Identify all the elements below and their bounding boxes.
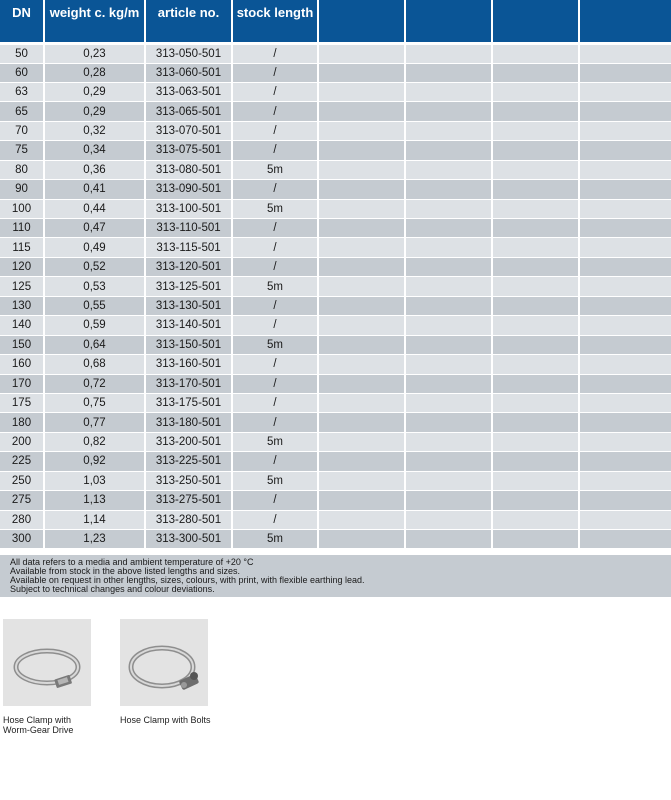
caption-line: Worm-Gear Drive — [3, 725, 74, 735]
cell-empty — [579, 102, 671, 121]
cell-empty — [579, 452, 671, 471]
cell-empty — [492, 257, 579, 276]
cell-weight: 0,72 — [44, 374, 145, 393]
cell-dn: 200 — [0, 432, 44, 451]
cell-empty — [579, 43, 671, 63]
cell-empty — [492, 141, 579, 160]
cell-empty — [318, 82, 405, 101]
cell-empty — [318, 471, 405, 490]
table-row — [0, 160, 671, 179]
cell-empty — [492, 277, 579, 296]
cell-empty — [405, 141, 492, 160]
cell-empty — [579, 510, 671, 529]
cell-empty — [492, 238, 579, 257]
cell-weight: 0,29 — [44, 102, 145, 121]
cell-empty — [318, 102, 405, 121]
cell-empty — [579, 374, 671, 393]
cell-empty — [492, 393, 579, 412]
table-row — [0, 43, 671, 63]
cell-empty — [405, 316, 492, 335]
cell-empty — [579, 121, 671, 140]
table-row — [0, 141, 671, 160]
cell-empty — [318, 452, 405, 471]
cell-stock-length: / — [232, 316, 318, 335]
cell-article-no: 313-110-501 — [145, 219, 232, 238]
cell-weight: 0,36 — [44, 160, 145, 179]
table-row — [0, 432, 671, 451]
table-row — [0, 491, 671, 510]
cell-article-no: 313-160-501 — [145, 355, 232, 374]
cell-article-no: 313-120-501 — [145, 257, 232, 276]
footnote-line: Subject to technical changes and colour deviations. — [10, 584, 215, 594]
cell-dn: 140 — [0, 316, 44, 335]
cell-empty — [579, 219, 671, 238]
cell-article-no: 313-225-501 — [145, 452, 232, 471]
cell-empty — [405, 219, 492, 238]
cell-empty — [579, 355, 671, 374]
cell-article-no: 313-125-501 — [145, 277, 232, 296]
cell-dn: 130 — [0, 296, 44, 315]
cell-article-no: 313-275-501 — [145, 491, 232, 510]
table-row — [0, 102, 671, 121]
cell-article-no: 313-180-501 — [145, 413, 232, 432]
cell-empty — [405, 530, 492, 549]
cell-empty — [318, 199, 405, 218]
cell-weight: 0,52 — [44, 257, 145, 276]
cell-empty — [492, 180, 579, 199]
col-header-article: article no. — [145, 0, 232, 43]
cell-weight: 0,68 — [44, 355, 145, 374]
table-row — [0, 63, 671, 82]
cell-dn: 150 — [0, 335, 44, 354]
cell-empty — [579, 257, 671, 276]
cell-empty — [492, 355, 579, 374]
cell-stock-length: 5m — [232, 432, 318, 451]
footnote-line: Available on request in other lengths, sizes, colours, with print, with flexible earthing lead. — [10, 575, 365, 585]
col-header-empty-8 — [579, 0, 671, 43]
footnote-line: Available from stock in the above listed lengths and sizes. — [10, 566, 240, 576]
cell-empty — [492, 452, 579, 471]
cell-empty — [492, 316, 579, 335]
cell-article-no: 313-280-501 — [145, 510, 232, 529]
cell-empty — [579, 180, 671, 199]
cell-stock-length: 5m — [232, 199, 318, 218]
col-header-weight: weight c. kg/m — [44, 0, 145, 43]
cell-stock-length: / — [232, 393, 318, 412]
table-body — [0, 43, 671, 549]
cell-empty — [579, 160, 671, 179]
cell-empty — [405, 355, 492, 374]
table-row — [0, 199, 671, 218]
table-row — [0, 121, 671, 140]
cell-empty — [405, 413, 492, 432]
cell-empty — [492, 82, 579, 101]
cell-dn: 50 — [0, 43, 44, 63]
cell-article-no: 313-075-501 — [145, 141, 232, 160]
cell-empty — [318, 238, 405, 257]
cell-empty — [318, 43, 405, 63]
cell-empty — [318, 374, 405, 393]
cell-weight: 0,29 — [44, 82, 145, 101]
cell-stock-length: / — [232, 82, 318, 101]
cell-empty — [318, 296, 405, 315]
cell-empty — [318, 63, 405, 82]
cell-empty — [492, 121, 579, 140]
cell-dn: 70 — [0, 121, 44, 140]
cell-weight: 1,14 — [44, 510, 145, 529]
cell-empty — [318, 219, 405, 238]
cell-stock-length: / — [232, 257, 318, 276]
cell-empty — [492, 102, 579, 121]
cell-stock-length: 5m — [232, 335, 318, 354]
cell-empty — [579, 238, 671, 257]
cell-article-no: 313-090-501 — [145, 180, 232, 199]
cell-empty — [492, 374, 579, 393]
cell-empty — [579, 432, 671, 451]
cell-dn: 180 — [0, 413, 44, 432]
cell-empty — [492, 432, 579, 451]
cell-empty — [405, 374, 492, 393]
cell-empty — [579, 335, 671, 354]
cell-empty — [579, 491, 671, 510]
table-row — [0, 257, 671, 276]
cell-dn: 125 — [0, 277, 44, 296]
cell-empty — [318, 121, 405, 140]
cell-dn: 300 — [0, 530, 44, 549]
cell-stock-length: 5m — [232, 277, 318, 296]
cell-empty — [492, 530, 579, 549]
cell-stock-length: 5m — [232, 160, 318, 179]
cell-empty — [405, 63, 492, 82]
table-row — [0, 180, 671, 199]
cell-weight: 0,64 — [44, 335, 145, 354]
col-header-dn: DN — [0, 0, 44, 43]
cell-dn: 65 — [0, 102, 44, 121]
cell-empty — [492, 219, 579, 238]
cell-empty — [405, 121, 492, 140]
cell-empty — [318, 335, 405, 354]
cell-dn: 120 — [0, 257, 44, 276]
cell-article-no: 313-060-501 — [145, 63, 232, 82]
cell-stock-length: / — [232, 43, 318, 63]
cell-stock-length: 5m — [232, 471, 318, 490]
cell-weight: 0,53 — [44, 277, 145, 296]
cell-stock-length: / — [232, 238, 318, 257]
cell-empty — [318, 413, 405, 432]
cell-empty — [405, 510, 492, 529]
footnotes — [0, 555, 671, 597]
cell-empty — [318, 160, 405, 179]
cell-weight: 0,59 — [44, 316, 145, 335]
cell-stock-length: / — [232, 219, 318, 238]
table-row — [0, 335, 671, 354]
caption-line: Hose Clamp with — [3, 715, 72, 725]
cell-empty — [492, 296, 579, 315]
cell-empty — [318, 355, 405, 374]
cell-article-no: 313-300-501 — [145, 530, 232, 549]
cell-article-no: 313-070-501 — [145, 121, 232, 140]
col-header-stock-length: stock length — [232, 0, 318, 43]
cell-empty — [405, 257, 492, 276]
table-row — [0, 374, 671, 393]
table-row — [0, 530, 671, 549]
cell-stock-length: / — [232, 63, 318, 82]
cell-empty — [405, 82, 492, 101]
cell-weight: 0,92 — [44, 452, 145, 471]
cell-weight: 0,47 — [44, 219, 145, 238]
cell-empty — [579, 471, 671, 490]
cell-weight: 0,75 — [44, 393, 145, 412]
cell-dn: 175 — [0, 393, 44, 412]
cell-dn: 63 — [0, 82, 44, 101]
cell-stock-length: 5m — [232, 530, 318, 549]
cell-empty — [318, 277, 405, 296]
cell-empty — [405, 452, 492, 471]
cell-weight: 0,49 — [44, 238, 145, 257]
cell-stock-length: / — [232, 510, 318, 529]
cell-empty — [579, 82, 671, 101]
cell-empty — [405, 102, 492, 121]
caption-line: Hose Clamp with Bolts — [120, 715, 211, 725]
cell-empty — [405, 296, 492, 315]
cell-empty — [579, 413, 671, 432]
cell-empty — [492, 63, 579, 82]
cell-empty — [579, 277, 671, 296]
cell-empty — [318, 257, 405, 276]
cell-weight: 0,41 — [44, 180, 145, 199]
table-row — [0, 82, 671, 101]
cell-weight: 1,03 — [44, 471, 145, 490]
cell-weight: 1,13 — [44, 491, 145, 510]
cell-weight: 0,55 — [44, 296, 145, 315]
cell-empty — [318, 393, 405, 412]
cell-empty — [579, 316, 671, 335]
cell-empty — [492, 160, 579, 179]
cell-dn: 250 — [0, 471, 44, 490]
cell-empty — [318, 491, 405, 510]
cell-dn: 80 — [0, 160, 44, 179]
cell-empty — [492, 199, 579, 218]
cell-empty — [579, 393, 671, 412]
table-row — [0, 393, 671, 412]
cell-article-no: 313-175-501 — [145, 393, 232, 412]
cell-empty — [318, 141, 405, 160]
col-header-empty-5 — [318, 0, 405, 43]
cell-empty — [405, 43, 492, 63]
cell-empty — [492, 510, 579, 529]
cell-empty — [492, 43, 579, 63]
cell-dn: 110 — [0, 219, 44, 238]
cell-stock-length: / — [232, 413, 318, 432]
cell-dn: 90 — [0, 180, 44, 199]
cell-weight: 0,44 — [44, 199, 145, 218]
cell-empty — [405, 238, 492, 257]
cell-weight: 0,28 — [44, 63, 145, 82]
cell-dn: 170 — [0, 374, 44, 393]
cell-article-no: 313-200-501 — [145, 432, 232, 451]
cell-stock-length: / — [232, 491, 318, 510]
cell-empty — [492, 471, 579, 490]
cell-stock-length: / — [232, 452, 318, 471]
cell-empty — [405, 277, 492, 296]
cell-stock-length: / — [232, 180, 318, 199]
cell-stock-length: / — [232, 374, 318, 393]
table-row — [0, 219, 671, 238]
table-row — [0, 413, 671, 432]
product-caption — [3, 715, 113, 735]
cell-article-no: 313-080-501 — [145, 160, 232, 179]
cell-empty — [405, 471, 492, 490]
product-caption — [120, 715, 230, 725]
product-photo — [3, 619, 91, 706]
product-worm-gear — [3, 619, 113, 735]
cell-empty — [405, 335, 492, 354]
col-header-empty-6 — [405, 0, 492, 43]
cell-empty — [405, 393, 492, 412]
cell-stock-length: / — [232, 141, 318, 160]
cell-empty — [405, 491, 492, 510]
cell-stock-length: / — [232, 296, 318, 315]
cell-dn: 60 — [0, 63, 44, 82]
table-row — [0, 510, 671, 529]
cell-article-no: 313-050-501 — [145, 43, 232, 63]
cell-article-no: 313-115-501 — [145, 238, 232, 257]
product-photo — [120, 619, 208, 706]
cell-empty — [579, 296, 671, 315]
table-row — [0, 355, 671, 374]
cell-empty — [492, 491, 579, 510]
cell-empty — [405, 180, 492, 199]
cell-empty — [579, 141, 671, 160]
cell-empty — [318, 180, 405, 199]
cell-weight: 0,77 — [44, 413, 145, 432]
cell-stock-length: / — [232, 355, 318, 374]
product-bolts — [120, 619, 230, 725]
cell-empty — [579, 199, 671, 218]
cell-article-no: 313-063-501 — [145, 82, 232, 101]
cell-weight: 0,23 — [44, 43, 145, 63]
cell-article-no: 313-130-501 — [145, 296, 232, 315]
cell-empty — [318, 510, 405, 529]
cell-weight: 0,34 — [44, 141, 145, 160]
cell-article-no: 313-100-501 — [145, 199, 232, 218]
cell-dn: 115 — [0, 238, 44, 257]
hose-clamp-worm-gear-icon — [3, 619, 91, 706]
table-row — [0, 471, 671, 490]
cell-empty — [318, 316, 405, 335]
cell-article-no: 313-150-501 — [145, 335, 232, 354]
cell-empty — [579, 63, 671, 82]
table-row — [0, 238, 671, 257]
cell-article-no: 313-170-501 — [145, 374, 232, 393]
cell-dn: 160 — [0, 355, 44, 374]
footnote-line: All data refers to a media and ambient temperature of +20 °C — [10, 557, 254, 567]
table-header-row — [0, 0, 671, 43]
cell-dn: 280 — [0, 510, 44, 529]
cell-empty — [579, 530, 671, 549]
cell-empty — [492, 413, 579, 432]
cell-empty — [492, 335, 579, 354]
cell-empty — [318, 530, 405, 549]
cell-article-no: 313-140-501 — [145, 316, 232, 335]
col-header-empty-7 — [492, 0, 579, 43]
cell-weight: 0,32 — [44, 121, 145, 140]
table-row — [0, 316, 671, 335]
cell-article-no: 313-065-501 — [145, 102, 232, 121]
cell-empty — [405, 199, 492, 218]
cell-empty — [405, 432, 492, 451]
cell-weight: 0,82 — [44, 432, 145, 451]
cell-dn: 275 — [0, 491, 44, 510]
cell-stock-length: / — [232, 121, 318, 140]
table-row — [0, 452, 671, 471]
cell-dn: 75 — [0, 141, 44, 160]
cell-dn: 225 — [0, 452, 44, 471]
cell-empty — [405, 160, 492, 179]
cell-stock-length: / — [232, 102, 318, 121]
cell-weight: 1,23 — [44, 530, 145, 549]
hose-clamp-bolts-icon — [120, 619, 208, 706]
cell-empty — [318, 432, 405, 451]
table-row — [0, 277, 671, 296]
cell-article-no: 313-250-501 — [145, 471, 232, 490]
table-row — [0, 296, 671, 315]
cell-dn: 100 — [0, 199, 44, 218]
